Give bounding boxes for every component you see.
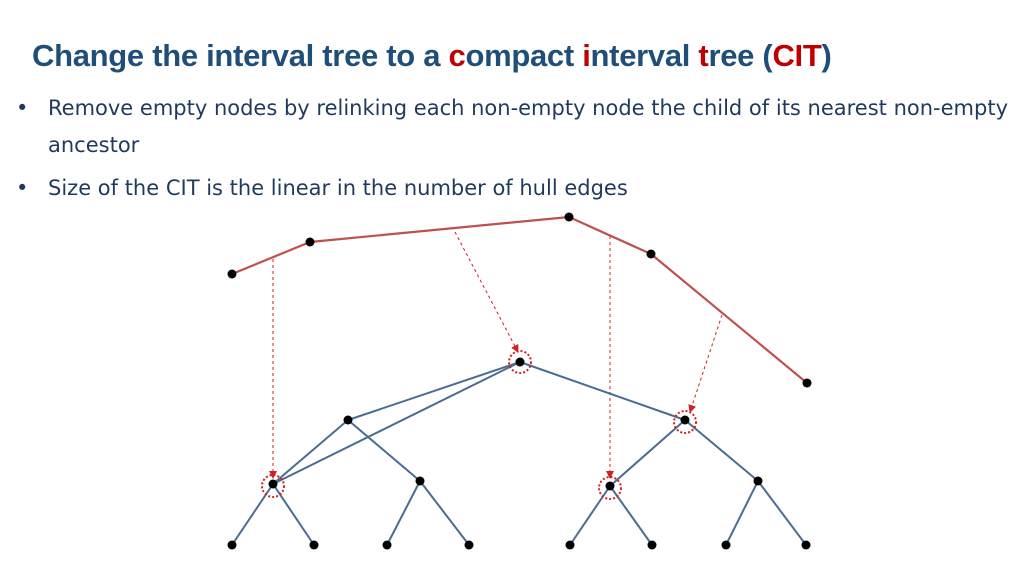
tree-edge <box>232 484 273 545</box>
tree-leaf <box>383 541 392 550</box>
tree-edge <box>348 362 520 420</box>
tree-edge <box>758 481 806 545</box>
hull-vertex <box>803 379 812 388</box>
tree-node <box>754 477 763 486</box>
title-highlight-cit: CIT <box>772 38 822 73</box>
tree-node <box>606 482 615 491</box>
tree-edge <box>520 362 685 420</box>
bullet-dot-icon: • <box>16 176 29 200</box>
tree-node <box>416 477 425 486</box>
tree-edge <box>420 481 469 545</box>
tree-leaf <box>722 541 731 550</box>
bullet-dot-icon: • <box>16 96 29 120</box>
title-highlight-c: c <box>448 38 466 73</box>
hull-vertex <box>306 238 315 247</box>
tree-edge <box>610 420 685 486</box>
hull-vertex <box>565 213 574 222</box>
bullet-text: Size of the CIT is the linear in the number of hull edges <box>48 176 628 200</box>
tree-node <box>516 358 525 367</box>
title-highlight-i: i <box>582 38 591 73</box>
tree-edge <box>726 481 758 545</box>
tree-node <box>681 416 690 425</box>
tree-leaf <box>228 541 237 550</box>
tree-leaf <box>465 541 474 550</box>
tree-leaf <box>802 541 811 550</box>
tree-edge <box>570 486 610 545</box>
tree-edge <box>610 486 652 545</box>
bullet-text: Remove empty nodes by relinking each non-empty node the child of its nearest non-empty ancestor <box>48 96 1008 157</box>
tree-edge <box>387 481 420 545</box>
tree-node <box>344 416 353 425</box>
mapping-arrow <box>455 232 518 352</box>
title-part: ) <box>821 38 832 73</box>
tree-leaf <box>310 541 319 550</box>
tree-edge <box>273 484 314 545</box>
tree-edge <box>685 420 758 481</box>
title-part: ree ( <box>708 38 773 73</box>
tree-node <box>269 480 278 489</box>
tree-leaf <box>566 541 575 550</box>
title-highlight-t: t <box>698 38 709 73</box>
title-part: nterval <box>590 38 699 73</box>
title-part: Change the interval tree to a <box>32 38 449 73</box>
mapping-arrow <box>690 315 722 412</box>
tree-leaf <box>648 541 657 550</box>
hull-vertex <box>647 250 656 259</box>
tree-edge <box>273 362 520 484</box>
title-part: ompact <box>465 38 583 73</box>
hull-vertex <box>228 270 237 279</box>
